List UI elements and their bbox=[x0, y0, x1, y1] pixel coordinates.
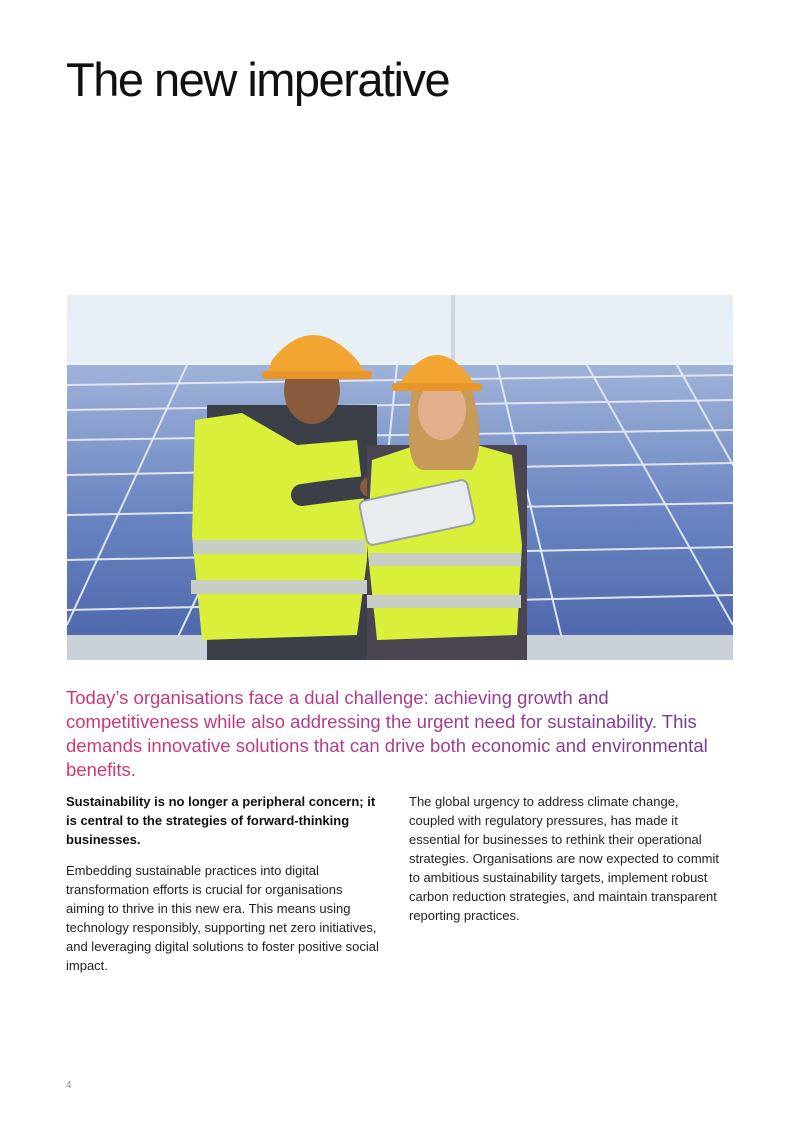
page-title: The new imperative bbox=[66, 53, 450, 106]
right-column bbox=[409, 792, 727, 937]
solar-workers-illustration bbox=[67, 295, 733, 660]
left-intro-bold: Sustainability is no longer a peripheral concern; it is central to the strategies of forward-thinking businesses. bbox=[66, 794, 376, 847]
hero-photo bbox=[67, 295, 733, 660]
left-column bbox=[66, 792, 384, 987]
left-body-text: Embedding sustainable practices into digital transformation efforts is crucial for organisations aiming to thrive in this new era. This means using technology responsibly, supporting net zero initiatives, and leveraging digital solutions to foster positive social impact. bbox=[66, 863, 379, 973]
lead-paragraph: Today’s organisations face a dual challenge: achieving growth and competitiveness while also addressing the urgent need for sustainability. This demands innovative solutions that can drive both economic and environmental benefits. bbox=[66, 686, 746, 782]
right-body-text: The global urgency to address climate change, coupled with regulatory pressures, has made it essential for businesses to rethink their operational strategies. Organisations are now expected to commit to ambitious sustainability targets, implement robust carbon reduction strategies, and maintain transparent reporting practices. bbox=[409, 794, 719, 923]
page-number: 4 bbox=[66, 1080, 72, 1091]
